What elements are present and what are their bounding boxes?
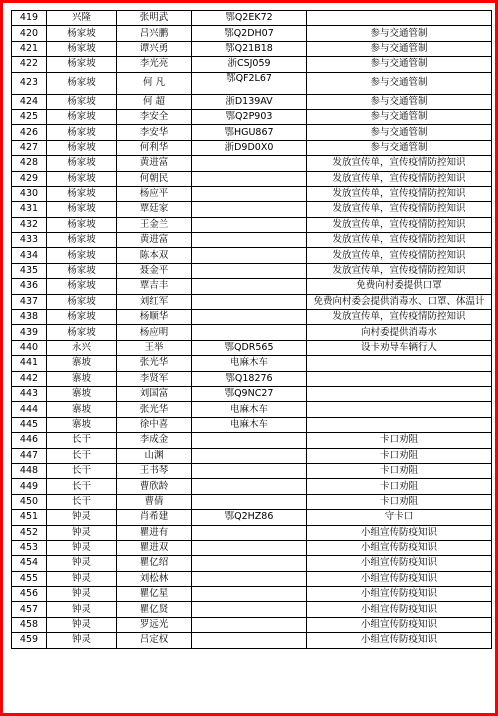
village-cell: 寨坡 — [47, 386, 117, 401]
plate-cell: 鄂QF2L67 — [192, 72, 307, 94]
table-row — [12, 263, 492, 278]
table-row — [12, 233, 492, 248]
row-number-cell: 428 — [12, 156, 47, 171]
name-cell: 刘红军 — [117, 294, 192, 309]
task-cell — [307, 386, 492, 401]
table-row — [12, 602, 492, 617]
task-cell: 设卡劝导车辆行人 — [307, 340, 492, 355]
table-row — [12, 11, 492, 26]
table-row — [12, 525, 492, 540]
row-number-cell: 441 — [12, 356, 47, 371]
task-cell — [307, 356, 492, 371]
task-cell: 卡口劝阻 — [307, 463, 492, 478]
plate-cell — [192, 602, 307, 617]
name-cell: 张明武 — [117, 11, 192, 26]
village-cell: 寨坡 — [47, 371, 117, 386]
row-number-cell: 429 — [12, 171, 47, 186]
village-cell: 长干 — [47, 479, 117, 494]
name-cell: 杨应明 — [117, 325, 192, 340]
row-number-cell: 450 — [12, 494, 47, 509]
village-cell: 杨家坡 — [47, 233, 117, 248]
task-cell: 参与交通管制 — [307, 72, 492, 94]
name-cell: 何朝民 — [117, 171, 192, 186]
row-number-cell: 444 — [12, 402, 47, 417]
task-cell — [307, 417, 492, 432]
table-row — [12, 186, 492, 201]
table-row — [12, 26, 492, 41]
village-cell: 杨家坡 — [47, 57, 117, 72]
name-cell: 曹倩 — [117, 494, 192, 509]
name-cell: 张光华 — [117, 356, 192, 371]
village-cell: 杨家坡 — [47, 217, 117, 232]
row-number-cell: 431 — [12, 202, 47, 217]
village-cell: 钟灵 — [47, 587, 117, 602]
plate-cell — [192, 479, 307, 494]
plate-cell — [192, 617, 307, 632]
table-row — [12, 294, 492, 309]
name-cell: 瞿亿贤 — [117, 602, 192, 617]
village-cell: 钟灵 — [47, 540, 117, 555]
task-cell: 免费向村委提供口罩 — [307, 279, 492, 294]
row-number-cell: 439 — [12, 325, 47, 340]
task-cell: 向村委提供消毒水 — [307, 325, 492, 340]
table-row — [12, 448, 492, 463]
village-cell: 寨坡 — [47, 356, 117, 371]
task-cell — [307, 371, 492, 386]
table-row — [12, 156, 492, 171]
row-number-cell: 458 — [12, 617, 47, 632]
table-row — [12, 556, 492, 571]
plate-cell: 鄂Q21B18 — [192, 41, 307, 56]
row-number-cell: 440 — [12, 340, 47, 355]
task-cell: 发放宣传单，宣传疫情防控知识 — [307, 171, 492, 186]
name-cell: 黄进富 — [117, 156, 192, 171]
village-cell: 兴隆 — [47, 11, 117, 26]
row-number-cell: 457 — [12, 602, 47, 617]
row-number-cell: 448 — [12, 463, 47, 478]
table-row — [12, 417, 492, 432]
row-number-cell: 451 — [12, 510, 47, 525]
task-cell: 发放宣传单，宣传疫情防控知识 — [307, 248, 492, 263]
name-cell: 徐中喜 — [117, 417, 192, 432]
plate-cell — [192, 633, 307, 648]
task-cell: 发放宣传单，宣传疫情防控知识 — [307, 186, 492, 201]
name-cell: 何利华 — [117, 140, 192, 155]
plate-cell: 浙D9D0X0 — [192, 140, 307, 155]
village-cell: 杨家坡 — [47, 202, 117, 217]
village-cell: 钟灵 — [47, 556, 117, 571]
task-cell: 参与交通管制 — [307, 109, 492, 124]
name-cell: 李成金 — [117, 433, 192, 448]
plate-cell — [192, 202, 307, 217]
task-cell: 发放宣传单，宣传疫情防控知识 — [307, 233, 492, 248]
table-row — [12, 125, 492, 140]
task-cell: 小组宣传防疫知识 — [307, 571, 492, 586]
row-number-cell: 420 — [12, 26, 47, 41]
row-number-cell: 456 — [12, 587, 47, 602]
plate-cell: 鄂HGU867 — [192, 125, 307, 140]
village-cell: 杨家坡 — [47, 72, 117, 94]
row-number-cell: 449 — [12, 479, 47, 494]
village-cell: 永兴 — [47, 340, 117, 355]
plate-cell — [192, 571, 307, 586]
table-row — [12, 479, 492, 494]
village-cell: 钟灵 — [47, 571, 117, 586]
table-row — [12, 140, 492, 155]
name-cell: 杨顺华 — [117, 310, 192, 325]
task-cell — [307, 11, 492, 26]
name-cell: 李光亮 — [117, 57, 192, 72]
table-row — [12, 171, 492, 186]
row-number-cell: 425 — [12, 109, 47, 124]
name-cell: 陈本双 — [117, 248, 192, 263]
table-row — [12, 41, 492, 56]
task-cell: 参与交通管制 — [307, 125, 492, 140]
plate-cell — [192, 587, 307, 602]
village-cell: 杨家坡 — [47, 294, 117, 309]
plate-cell — [192, 310, 307, 325]
table-row — [12, 540, 492, 555]
table-row — [12, 325, 492, 340]
table-row — [12, 463, 492, 478]
task-cell: 小组宣传防疫知识 — [307, 633, 492, 648]
row-number-cell: 419 — [12, 11, 47, 26]
name-cell: 山渊 — [117, 448, 192, 463]
task-cell: 发放宣传单，宣传疫情防控知识 — [307, 217, 492, 232]
table-row — [12, 371, 492, 386]
task-cell: 卡口劝阻 — [307, 448, 492, 463]
village-cell: 杨家坡 — [47, 26, 117, 41]
task-cell: 发放宣传单，宣传疫情防控知识 — [307, 310, 492, 325]
table-row — [12, 72, 492, 94]
name-cell: 覃廷家 — [117, 202, 192, 217]
village-cell: 钟灵 — [47, 633, 117, 648]
row-number-cell: 452 — [12, 525, 47, 540]
village-cell: 钟灵 — [47, 510, 117, 525]
village-cell: 杨家坡 — [47, 325, 117, 340]
name-cell: 刘国富 — [117, 386, 192, 401]
name-cell: 何 凡 — [117, 72, 192, 94]
task-cell: 小组宣传防疫知识 — [307, 602, 492, 617]
row-number-cell: 424 — [12, 94, 47, 109]
name-cell: 瞿亿绍 — [117, 556, 192, 571]
table-row — [12, 433, 492, 448]
plate-cell: 鄂QDR565 — [192, 340, 307, 355]
plate-cell: 电麻木车 — [192, 417, 307, 432]
task-cell: 卡口劝阻 — [307, 479, 492, 494]
name-cell: 杨应平 — [117, 186, 192, 201]
village-cell: 杨家坡 — [47, 140, 117, 155]
row-number-cell: 459 — [12, 633, 47, 648]
table-row — [12, 57, 492, 72]
table-row — [12, 340, 492, 355]
task-cell: 小组宣传防疫知识 — [307, 617, 492, 632]
village-cell: 杨家坡 — [47, 109, 117, 124]
row-number-cell: 430 — [12, 186, 47, 201]
table-row — [12, 310, 492, 325]
task-cell: 发放宣传单，宣传疫情防控知识 — [307, 263, 492, 278]
plate-cell — [192, 263, 307, 278]
village-cell: 杨家坡 — [47, 186, 117, 201]
table-row — [12, 494, 492, 509]
table-row — [12, 587, 492, 602]
row-number-cell: 426 — [12, 125, 47, 140]
village-cell: 杨家坡 — [47, 125, 117, 140]
plate-cell — [192, 217, 307, 232]
plate-cell — [192, 279, 307, 294]
row-number-cell: 443 — [12, 386, 47, 401]
name-cell: 刘松林 — [117, 571, 192, 586]
name-cell: 肖希建 — [117, 510, 192, 525]
task-cell: 参与交通管制 — [307, 41, 492, 56]
plate-cell: 鄂Q2P903 — [192, 109, 307, 124]
plate-cell — [192, 248, 307, 263]
name-cell: 谭兴勇 — [117, 41, 192, 56]
task-cell: 小组宣传防疫知识 — [307, 540, 492, 555]
plate-cell — [192, 156, 307, 171]
row-number-cell: 434 — [12, 248, 47, 263]
task-cell: 发放宣传单，宣传疫情防控知识 — [307, 202, 492, 217]
task-cell: 参与交通管制 — [307, 140, 492, 155]
plate-cell — [192, 325, 307, 340]
task-cell: 小组宣传防疫知识 — [307, 587, 492, 602]
table-row — [12, 202, 492, 217]
plate-cell — [192, 294, 307, 309]
village-cell: 杨家坡 — [47, 279, 117, 294]
row-number-cell: 423 — [12, 72, 47, 94]
plate-cell — [192, 186, 307, 201]
plate-cell — [192, 433, 307, 448]
table-row — [12, 279, 492, 294]
task-cell: 守卡口 — [307, 510, 492, 525]
table-row — [12, 386, 492, 401]
row-number-cell: 432 — [12, 217, 47, 232]
plate-cell: 鄂Q2DH07 — [192, 26, 307, 41]
row-number-cell: 437 — [12, 294, 47, 309]
name-cell: 瞿进有 — [117, 525, 192, 540]
row-number-cell: 454 — [12, 556, 47, 571]
village-cell: 钟灵 — [47, 525, 117, 540]
village-cell: 寨坡 — [47, 402, 117, 417]
table-row — [12, 571, 492, 586]
row-number-cell: 445 — [12, 417, 47, 432]
table-row — [12, 510, 492, 525]
plate-cell: 鄂Q2HZ86 — [192, 510, 307, 525]
volunteer-table — [11, 10, 492, 649]
table-row — [12, 633, 492, 648]
row-number-cell: 436 — [12, 279, 47, 294]
plate-cell — [192, 463, 307, 478]
plate-cell — [192, 540, 307, 555]
table-row — [12, 109, 492, 124]
row-number-cell: 455 — [12, 571, 47, 586]
name-cell: 瞿亿星 — [117, 587, 192, 602]
plate-cell: 浙D139AV — [192, 94, 307, 109]
name-cell: 王举 — [117, 340, 192, 355]
name-cell: 李安全 — [117, 109, 192, 124]
task-cell: 小组宣传防疫知识 — [307, 525, 492, 540]
row-number-cell: 433 — [12, 233, 47, 248]
plate-cell — [192, 171, 307, 186]
table-body — [12, 11, 492, 649]
plate-cell: 鄂Q9NC27 — [192, 386, 307, 401]
row-number-cell: 442 — [12, 371, 47, 386]
village-cell: 杨家坡 — [47, 94, 117, 109]
task-cell: 发放宣传单，宣传疫情防控知识 — [307, 156, 492, 171]
plate-cell: 电麻木车 — [192, 356, 307, 371]
row-number-cell: 447 — [12, 448, 47, 463]
plate-cell: 鄂Q18276 — [192, 371, 307, 386]
plate-cell: 电麻木车 — [192, 402, 307, 417]
village-cell: 杨家坡 — [47, 263, 117, 278]
village-cell: 杨家坡 — [47, 41, 117, 56]
plate-cell — [192, 448, 307, 463]
name-cell: 覃吉丰 — [117, 279, 192, 294]
task-cell: 参与交通管制 — [307, 26, 492, 41]
name-cell: 张光华 — [117, 402, 192, 417]
name-cell: 王金兰 — [117, 217, 192, 232]
plate-cell — [192, 494, 307, 509]
row-number-cell: 438 — [12, 310, 47, 325]
table-row — [12, 617, 492, 632]
table-row — [12, 248, 492, 263]
village-cell: 长干 — [47, 494, 117, 509]
row-number-cell: 422 — [12, 57, 47, 72]
village-cell: 长干 — [47, 463, 117, 478]
task-cell — [307, 402, 492, 417]
row-number-cell: 453 — [12, 540, 47, 555]
row-number-cell: 446 — [12, 433, 47, 448]
table-row — [12, 217, 492, 232]
task-cell: 卡口劝阻 — [307, 494, 492, 509]
name-cell: 黄进富 — [117, 233, 192, 248]
plate-cell — [192, 233, 307, 248]
name-cell: 李安华 — [117, 125, 192, 140]
name-cell: 聂金平 — [117, 263, 192, 278]
name-cell: 王书琴 — [117, 463, 192, 478]
village-cell: 长干 — [47, 433, 117, 448]
village-cell: 钟灵 — [47, 602, 117, 617]
plate-cell: 鄂Q2EK72 — [192, 11, 307, 26]
name-cell: 曹欣龄 — [117, 479, 192, 494]
table-row — [12, 402, 492, 417]
task-cell: 参与交通管制 — [307, 94, 492, 109]
village-cell: 寨坡 — [47, 417, 117, 432]
task-cell: 参与交通管制 — [307, 57, 492, 72]
plate-cell — [192, 556, 307, 571]
task-cell: 卡口劝阻 — [307, 433, 492, 448]
village-cell: 杨家坡 — [47, 248, 117, 263]
row-number-cell: 421 — [12, 41, 47, 56]
name-cell: 瞿进双 — [117, 540, 192, 555]
name-cell: 李贤军 — [117, 371, 192, 386]
name-cell: 何 超 — [117, 94, 192, 109]
name-cell: 罗远光 — [117, 617, 192, 632]
row-number-cell: 435 — [12, 263, 47, 278]
village-cell: 钟灵 — [47, 617, 117, 632]
row-number-cell: 427 — [12, 140, 47, 155]
village-cell: 杨家坡 — [47, 156, 117, 171]
village-cell: 杨家坡 — [47, 310, 117, 325]
task-cell: 小组宣传防疫知识 — [307, 556, 492, 571]
village-cell: 杨家坡 — [47, 171, 117, 186]
task-cell: 免费向村委会提供消毒水、口罩、体温计 — [307, 294, 492, 309]
name-cell: 吕兴鹏 — [117, 26, 192, 41]
name-cell: 吕定权 — [117, 633, 192, 648]
plate-cell: 浙CSJ059 — [192, 57, 307, 72]
plate-cell — [192, 525, 307, 540]
table-row — [12, 94, 492, 109]
village-cell: 长干 — [47, 448, 117, 463]
table-row — [12, 356, 492, 371]
